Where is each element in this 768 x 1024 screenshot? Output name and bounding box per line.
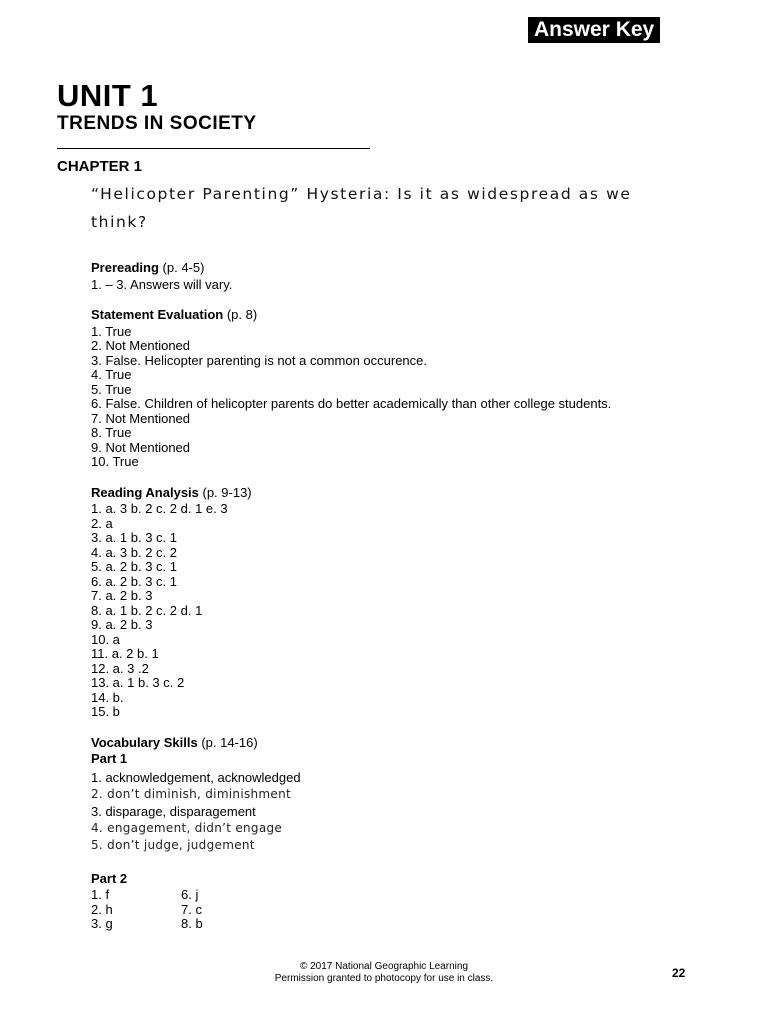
- section-title: Prereading: [91, 260, 159, 275]
- section-heading: [91, 261, 731, 276]
- unit-subtitle: TRENDS IN SOCIETY: [57, 113, 257, 134]
- part-2-heading: Part 2: [91, 870, 128, 886]
- answer-line: 5. don’t judge, judgement: [91, 837, 255, 852]
- section-statement-evaluation: [91, 308, 731, 470]
- answer-line: 5. True: [91, 381, 132, 397]
- answer-line: 11. a. 2 b. 1: [91, 646, 159, 661]
- part-2-answers: [91, 888, 731, 932]
- answer-line: 3. a. 1 b. 3 c. 1: [91, 530, 177, 545]
- answer-line: 12. a. 3 .2: [91, 660, 149, 676]
- answer-line: 7. c: [181, 901, 202, 917]
- section-title: Statement Evaluation: [91, 307, 224, 322]
- part-1-heading: Part 1: [91, 751, 128, 766]
- answer-line: 10. a: [91, 631, 120, 647]
- answer-line: 5. a. 2 b. 3 c. 1: [91, 559, 177, 574]
- section-heading: [91, 736, 731, 751]
- answer-line: 8. b: [181, 916, 203, 931]
- section-part-2: [91, 872, 731, 932]
- answer-line: 7. Not Mentioned: [91, 410, 191, 426]
- section-title: Reading Analysis: [91, 484, 199, 500]
- copyright-text: © 2017 National Geographic Learning: [299, 961, 469, 972]
- footer: [184, 961, 584, 985]
- answer-line: 1. – 3. Answers will vary.: [91, 276, 233, 292]
- answer-line: 2. don’t diminish, diminishment: [91, 786, 292, 801]
- answer-line: 14. b.: [91, 689, 124, 705]
- answer-line: 9. Not Mentioned: [91, 439, 191, 455]
- section-pages: (p. 4-5): [158, 260, 205, 275]
- answer-line: 13. a. 1 b. 3 c. 2: [91, 675, 185, 690]
- divider-rule: [57, 148, 370, 149]
- page-number: 22: [672, 966, 686, 980]
- section-pages: (p. 9-13): [198, 484, 252, 500]
- answer-line: 9. a. 2 b. 3: [91, 617, 153, 632]
- answer-line: 15. b: [91, 704, 120, 719]
- section-prereading: [91, 261, 731, 292]
- answer-line: 2. h: [91, 901, 113, 917]
- section-pages: (p. 8): [223, 307, 258, 322]
- answer-line: 4. True: [91, 367, 132, 382]
- answer-line: 6. False. Children of helicopter parents do better academically than other college students.: [91, 396, 612, 411]
- answer-line: 3. False. Helicopter parenting is not a common occurence.: [91, 352, 428, 368]
- answer-line: 8. a. 1 b. 2 c. 2 d. 1: [91, 602, 203, 618]
- answer-line: 6. a. 2 b. 3 c. 1: [91, 573, 177, 589]
- chapter-title: CHAPTER 1: [57, 158, 143, 175]
- section-title: Vocabulary Skills: [91, 734, 198, 750]
- answer-line: 2. a: [91, 515, 113, 531]
- section-heading: [91, 308, 731, 323]
- answer-line: 3. disparage, disparagement: [91, 803, 256, 819]
- answer-line: 10. True: [91, 454, 139, 469]
- answer-line: 8. True: [91, 425, 132, 440]
- answer-line: 1. True: [91, 323, 132, 339]
- reading-title: “Helicopter Parenting” Hysteria: Is it as widespread as we think?: [91, 185, 632, 231]
- answer-line: 4. a. 3 b. 2 c. 2: [91, 544, 177, 560]
- permission-text: Permission granted to photocopy for use in class.: [274, 973, 494, 984]
- section-heading: [91, 486, 731, 501]
- answer-line: 6. j: [181, 887, 199, 902]
- section-vocabulary-skills: [91, 736, 731, 854]
- answer-content: [91, 261, 731, 948]
- section-pages: (p. 14-16): [197, 734, 258, 750]
- unit-title: UNIT 1: [57, 78, 159, 113]
- answer-line: 2. Not Mentioned: [91, 338, 191, 353]
- answer-line: 4. engagement, didn’t engage: [91, 820, 283, 835]
- answer-line: 1. a. 3 b. 2 c. 2 d. 1 e. 3: [91, 501, 228, 516]
- section-reading-analysis: [91, 486, 731, 720]
- answer-line: 3. g: [91, 916, 113, 931]
- answer-line: 7. a. 2 b. 3: [91, 588, 153, 603]
- answer-key-badge: Answer Key: [528, 17, 660, 43]
- answer-line: 1. f: [91, 887, 110, 902]
- answer-line: 1. acknowledgement, acknowledged: [91, 769, 301, 785]
